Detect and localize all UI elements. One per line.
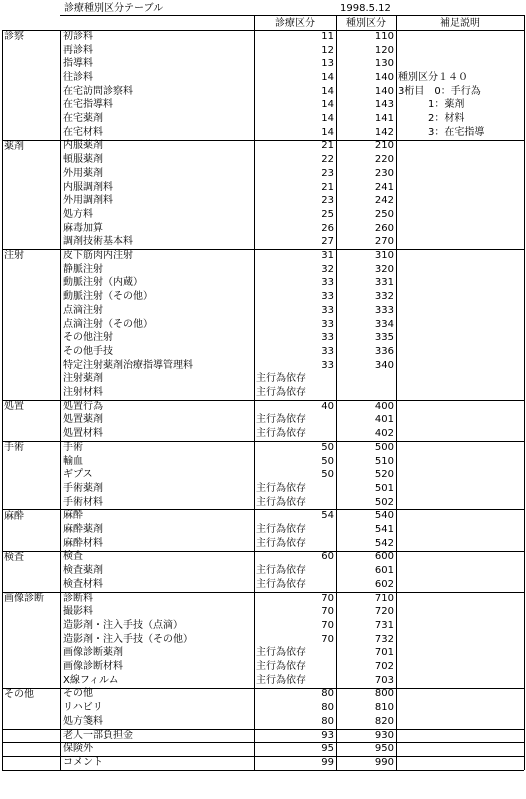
- row-kubun: 50: [321, 441, 334, 453]
- row-shubetsu: 340: [374, 359, 394, 371]
- row-kubun: 14: [321, 99, 334, 111]
- row-kubun: 21: [321, 181, 334, 193]
- row-shubetsu: 310: [374, 250, 394, 261]
- group-label: その他: [4, 688, 34, 700]
- row-item: 処方料: [63, 208, 93, 220]
- row-item: 老人一部負担金: [63, 729, 133, 741]
- row-shubetsu: 710: [374, 592, 394, 604]
- row-note: 1：薬剤: [398, 99, 465, 111]
- row-item: 麻毒加算: [63, 222, 103, 234]
- row-item: 特定注射薬剤治療指導管理料: [63, 359, 193, 371]
- row-kubun: 12: [321, 44, 334, 56]
- column-header-shubetsu: 種別区分: [346, 18, 386, 29]
- column-border: [524, 592, 525, 688]
- column-border: [336, 441, 337, 510]
- row-kubun: 主行為依存: [256, 578, 306, 590]
- row-kubun: 11: [321, 30, 334, 42]
- row-note: 3：在宅指導: [398, 126, 485, 138]
- row-kubun: 13: [321, 58, 334, 70]
- column-border: [336, 688, 337, 729]
- row-shubetsu: 800: [374, 688, 394, 700]
- row-shubetsu: 510: [374, 455, 394, 467]
- row-item: 注射材料: [63, 387, 103, 398]
- column-header-kubun: 診療区分: [275, 18, 315, 29]
- row-item: 輸血: [63, 455, 83, 467]
- row-shubetsu: 110: [374, 30, 394, 42]
- row-kubun: 54: [321, 510, 334, 522]
- column-border: [254, 592, 255, 688]
- row-kubun: 主行為依存: [256, 565, 306, 577]
- row-kubun: 99: [321, 756, 334, 768]
- row-shubetsu: 731: [374, 619, 394, 631]
- row-shubetsu: 250: [374, 208, 394, 220]
- row-kubun: 主行為依存: [256, 414, 306, 426]
- row-item: 処置薬剤: [63, 414, 103, 426]
- row-shubetsu: 601: [374, 565, 394, 577]
- row-kubun: 33: [321, 359, 334, 371]
- row-shubetsu: 241: [374, 181, 394, 193]
- column-border: [524, 688, 525, 729]
- column-border: [60, 249, 61, 400]
- row-kubun: 21: [321, 140, 334, 152]
- row-item: 造影剤・注入手技（その他）: [63, 633, 193, 645]
- column-border: [336, 140, 337, 250]
- row-kubun: 主行為依存: [256, 387, 306, 398]
- column-border: [254, 729, 255, 743]
- row-kubun: 主行為依存: [256, 537, 306, 549]
- row-kubun: 33: [321, 318, 334, 330]
- column-border: [396, 756, 397, 770]
- row-kubun: 33: [321, 304, 334, 316]
- table-date: 1998.5.12: [340, 3, 391, 14]
- column-border: [524, 140, 525, 250]
- group-label: 処置: [4, 400, 24, 412]
- row-shubetsu: 333: [374, 304, 394, 316]
- row-item: 画像診断材料: [63, 661, 123, 672]
- group-label: 麻酔: [4, 510, 24, 522]
- row-shubetsu: 320: [374, 263, 394, 275]
- column-border: [60, 400, 61, 441]
- row-kubun: 31: [321, 250, 334, 261]
- column-border: [254, 688, 255, 729]
- column-border: [60, 592, 61, 688]
- row-shubetsu: 400: [374, 400, 394, 412]
- column-border: [396, 688, 397, 729]
- row-shubetsu: 600: [374, 551, 394, 563]
- column-border: [254, 551, 255, 592]
- header-divider: [336, 15, 337, 30]
- row-shubetsu: 930: [374, 729, 394, 741]
- column-border: [336, 510, 337, 551]
- group-label: 画像診断: [4, 592, 44, 604]
- row-shubetsu: 332: [374, 291, 394, 303]
- row-item: その他注射: [63, 332, 113, 344]
- row-shubetsu: 270: [374, 236, 394, 248]
- row-shubetsu: 701: [374, 647, 394, 659]
- row-item: ギプス: [63, 469, 93, 481]
- group-label: 注射: [4, 250, 24, 262]
- column-border: [2, 400, 3, 441]
- row-item: その他: [63, 688, 93, 700]
- row-kubun: 70: [321, 592, 334, 604]
- row-shubetsu: 703: [374, 674, 394, 686]
- row-kubun: 95: [321, 743, 334, 755]
- column-border: [524, 249, 525, 400]
- row-kubun: 33: [321, 332, 334, 344]
- row-kubun: 33: [321, 291, 334, 303]
- column-border: [254, 510, 255, 551]
- column-border: [524, 729, 525, 743]
- header-divider: [254, 15, 255, 30]
- row-kubun: 主行為依存: [256, 647, 306, 659]
- column-border: [60, 688, 61, 729]
- group-label: 診察: [4, 31, 24, 42]
- row-shubetsu: 540: [374, 510, 394, 522]
- column-border: [2, 551, 3, 592]
- row-kubun: 70: [321, 606, 334, 618]
- column-border: [336, 756, 337, 770]
- row-item: 動脈注射（内蔵）: [63, 277, 143, 289]
- row-shubetsu: 336: [374, 345, 394, 357]
- table-right-border: [524, 15, 525, 30]
- row-item: 皮下筋肉内注射: [63, 250, 133, 261]
- row-shubetsu: 220: [374, 154, 394, 166]
- row-kubun: 32: [321, 263, 334, 275]
- row-item: 点滴注射（その他）: [63, 318, 153, 330]
- row-item: 麻酔: [63, 510, 83, 522]
- row-kubun: 60: [321, 551, 334, 563]
- header-divider: [396, 15, 397, 30]
- column-border: [336, 551, 337, 592]
- row-item: 在宅訪問診察料: [63, 85, 133, 97]
- row-item: 動脈注射（その他）: [63, 291, 153, 303]
- column-border: [396, 441, 397, 510]
- row-shubetsu: 230: [374, 167, 394, 179]
- row-kubun: 40: [321, 400, 334, 412]
- column-border: [524, 510, 525, 551]
- row-kubun: 14: [321, 126, 334, 138]
- row-item: その他手技: [63, 345, 113, 357]
- row-shubetsu: 702: [374, 661, 394, 672]
- row-item: 検査薬剤: [63, 565, 103, 577]
- column-border: [524, 30, 525, 140]
- group-label: 手術: [4, 442, 24, 453]
- row-shubetsu: 130: [374, 58, 394, 70]
- row-item: 注射薬剤: [63, 373, 103, 385]
- group-label: 薬剤: [4, 140, 24, 152]
- row-item: 検査材料: [63, 578, 103, 590]
- row-item: X線フィルム: [63, 674, 119, 686]
- row-shubetsu: 335: [374, 332, 394, 344]
- column-border: [2, 441, 3, 510]
- row-kubun: 50: [321, 455, 334, 467]
- row-kubun: 主行為依存: [256, 524, 306, 535]
- row-item: 内服調剤料: [63, 181, 113, 193]
- row-shubetsu: 520: [374, 469, 394, 481]
- column-border: [396, 592, 397, 688]
- column-border: [396, 30, 397, 140]
- row-kubun: 主行為依存: [256, 496, 306, 508]
- column-border: [336, 249, 337, 400]
- row-item: リハビリ: [63, 702, 103, 714]
- column-border: [254, 756, 255, 770]
- row-item: 調剤技術基本料: [63, 236, 133, 248]
- row-shubetsu: 143: [374, 99, 394, 111]
- row-shubetsu: 142: [374, 126, 394, 138]
- column-border: [396, 249, 397, 400]
- row-kubun: 23: [321, 195, 334, 207]
- column-border: [254, 140, 255, 250]
- row-kubun: 33: [321, 277, 334, 289]
- column-border: [2, 742, 3, 756]
- column-border: [254, 441, 255, 510]
- row-kubun: 33: [321, 345, 334, 357]
- column-border: [2, 510, 3, 551]
- row-kubun: 27: [321, 236, 334, 248]
- row-kubun: 50: [321, 469, 334, 481]
- row-shubetsu: 331: [374, 277, 394, 289]
- row-kubun: 23: [321, 167, 334, 179]
- row-item: 静脈注射: [63, 263, 103, 275]
- header-top-line: [60, 15, 524, 16]
- column-border: [396, 551, 397, 592]
- column-border: [524, 756, 525, 770]
- row-item: 点滴注射: [63, 304, 103, 316]
- column-border: [396, 729, 397, 743]
- row-item: 往診料: [63, 71, 93, 83]
- row-item: 再診料: [63, 44, 93, 56]
- column-border: [60, 140, 61, 250]
- row-shubetsu: 401: [374, 414, 394, 426]
- column-border: [336, 742, 337, 756]
- row-kubun: 主行為依存: [256, 674, 306, 686]
- column-border: [524, 400, 525, 441]
- row-shubetsu: 334: [374, 318, 394, 330]
- row-kubun: 70: [321, 619, 334, 631]
- row-kubun: 80: [321, 702, 334, 714]
- column-border: [524, 551, 525, 592]
- column-border: [336, 30, 337, 140]
- row-item: 内服薬剤: [63, 140, 103, 152]
- column-border: [60, 441, 61, 510]
- row-kubun: 70: [321, 633, 334, 645]
- group-label: 検査: [4, 551, 24, 563]
- row-shubetsu: 541: [374, 524, 394, 535]
- column-border: [2, 729, 3, 743]
- column-border: [396, 140, 397, 250]
- row-item: 診断料: [63, 592, 93, 604]
- table-title: 診療種別区分テーブル: [64, 3, 164, 14]
- row-kubun: 主行為依存: [256, 373, 306, 385]
- row-item: 撮影料: [63, 606, 93, 618]
- row-note: 種別区分１４０: [398, 71, 468, 83]
- row-note: 3桁目 0：手行為: [398, 85, 481, 97]
- row-kubun: 25: [321, 208, 334, 220]
- row-item: 手術薬剤: [63, 482, 103, 494]
- column-border: [60, 756, 61, 770]
- row-shubetsu: 242: [374, 195, 394, 207]
- column-border: [2, 30, 3, 140]
- row-shubetsu: 500: [374, 441, 394, 453]
- column-border: [2, 592, 3, 688]
- row-shubetsu: 820: [374, 715, 394, 727]
- column-border: [60, 510, 61, 551]
- row-kubun: 26: [321, 222, 334, 234]
- column-border: [336, 400, 337, 441]
- column-border: [524, 742, 525, 756]
- row-item: 手術材料: [63, 496, 103, 508]
- row-kubun: 主行為依存: [256, 428, 306, 440]
- column-border: [254, 249, 255, 400]
- row-shubetsu: 402: [374, 428, 394, 440]
- row-item: 手術: [63, 441, 83, 453]
- row-note: 2：材料: [398, 113, 465, 124]
- row-kubun: 14: [321, 113, 334, 124]
- row-item: 頓服薬剤: [63, 154, 103, 166]
- row-shubetsu: 140: [374, 71, 394, 83]
- row-shubetsu: 720: [374, 606, 394, 618]
- row-item: 検査: [63, 551, 83, 563]
- column-border: [396, 510, 397, 551]
- column-border: [524, 441, 525, 510]
- row-item: 麻酔薬剤: [63, 524, 103, 535]
- column-border: [60, 30, 61, 140]
- row-item: 麻酔材料: [63, 537, 103, 549]
- row-item: 処置材料: [63, 428, 103, 440]
- column-border: [60, 729, 61, 743]
- row-item: 造影剤・注入手技（点滴）: [63, 619, 183, 631]
- row-shubetsu: 502: [374, 496, 394, 508]
- column-border: [336, 592, 337, 688]
- column-header-note: 補足説明: [440, 18, 480, 29]
- column-border: [2, 756, 3, 770]
- column-border: [60, 742, 61, 756]
- column-border: [2, 140, 3, 250]
- row-item: 指導料: [63, 58, 93, 70]
- column-border: [396, 400, 397, 441]
- column-border: [2, 249, 3, 400]
- row-item: 初診料: [63, 30, 93, 42]
- column-border: [2, 688, 3, 729]
- column-border: [336, 729, 337, 743]
- row-item: 処置行為: [63, 400, 103, 412]
- row-kubun: 93: [321, 729, 334, 741]
- row-shubetsu: 140: [374, 85, 394, 97]
- row-shubetsu: 542: [374, 537, 394, 549]
- row-kubun: 14: [321, 71, 334, 83]
- row-item: 在宅薬剤: [63, 113, 103, 124]
- row-shubetsu: 120: [374, 44, 394, 56]
- row-item: 外用薬剤: [63, 167, 103, 179]
- column-border: [254, 400, 255, 441]
- row-shubetsu: 501: [374, 482, 394, 494]
- row-shubetsu: 210: [374, 140, 394, 152]
- row-kubun: 主行為依存: [256, 661, 306, 672]
- row-item: コメント: [63, 756, 103, 768]
- row-kubun: 22: [321, 154, 334, 166]
- row-shubetsu: 732: [374, 633, 394, 645]
- row-item: 外用調剤料: [63, 195, 113, 207]
- row-shubetsu: 602: [374, 578, 394, 590]
- column-border: [60, 551, 61, 592]
- row-item: 在宅指導料: [63, 99, 113, 111]
- row-kubun: 80: [321, 715, 334, 727]
- row-item: 画像診断薬剤: [63, 647, 123, 659]
- row-shubetsu: 810: [374, 702, 394, 714]
- column-border: [254, 742, 255, 756]
- row-shubetsu: 950: [374, 743, 394, 755]
- row-item: 処方箋料: [63, 715, 103, 727]
- row-item: 保険外: [63, 743, 93, 755]
- row-shubetsu: 990: [374, 756, 394, 768]
- group-bottom-line: [2, 770, 524, 771]
- row-shubetsu: 260: [374, 222, 394, 234]
- row-kubun: 14: [321, 85, 334, 97]
- column-border: [396, 742, 397, 756]
- column-border: [254, 30, 255, 140]
- row-item: 在宅材料: [63, 126, 103, 138]
- row-kubun: 80: [321, 688, 334, 700]
- row-kubun: 主行為依存: [256, 482, 306, 494]
- row-shubetsu: 141: [374, 113, 394, 124]
